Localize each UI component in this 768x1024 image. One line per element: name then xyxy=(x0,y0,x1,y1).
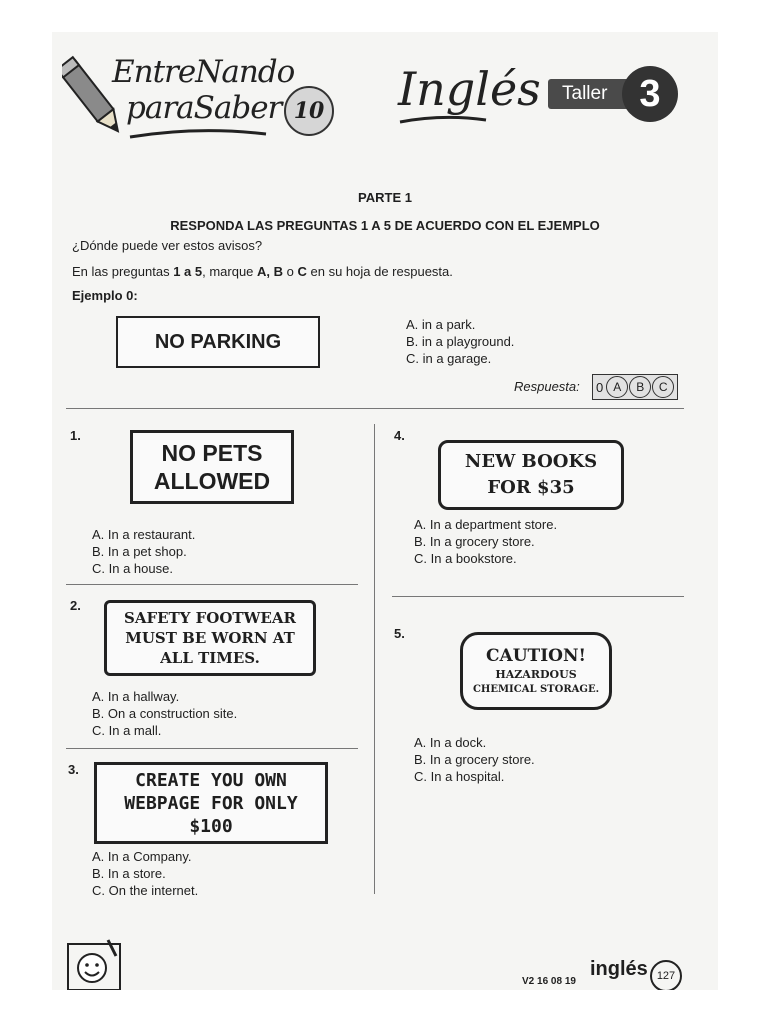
question-4-number: 4. xyxy=(394,428,405,443)
question-3-options xyxy=(92,848,198,899)
subject-underline-icon xyxy=(398,114,488,126)
instructions-question: ¿Dónde puede ver estos avisos? xyxy=(72,238,263,253)
question-3-sign-line1: CREATE YOU OWN xyxy=(135,769,287,791)
answer-bubble-b: B xyxy=(629,376,651,398)
question-2-sign-line1: SAFETY FOOTWEAR xyxy=(124,609,296,627)
logo-title-line1: EntreNando xyxy=(112,54,295,90)
question-5-option-b: B. In a grocery store. xyxy=(414,752,535,767)
question-4-options xyxy=(414,516,557,567)
question-3-sign xyxy=(94,762,328,844)
question-3-option-a: A. In a Company. xyxy=(92,849,192,864)
logo-number-badge: 10 xyxy=(284,86,334,136)
question-3-sign-line2: WEBPAGE FOR ONLY xyxy=(124,792,298,814)
question-3-option-c: C. On the internet. xyxy=(92,883,199,898)
example-option-c: C. in a garage. xyxy=(406,351,492,366)
question-4-sign-line2: FOR $35 xyxy=(487,477,575,498)
question-2-options xyxy=(92,688,237,739)
question-5-sign-line3: CHEMICAL STORAGE. xyxy=(472,684,600,695)
part-heading: PARTE 1 xyxy=(358,190,412,205)
question-1-number: 1. xyxy=(70,428,81,443)
mascot-icon xyxy=(66,936,126,990)
subject-title: Inglés xyxy=(398,62,541,116)
question-5-options xyxy=(414,734,535,785)
example-option-b: B. in a playground. xyxy=(406,334,515,349)
taller-number: 3 xyxy=(622,66,678,122)
example-label: Ejemplo 0: xyxy=(72,288,138,303)
example-option-a: A. in a park. xyxy=(406,317,476,332)
column-divider xyxy=(374,424,375,894)
question-1-option-c: C. In a house. xyxy=(92,561,173,576)
question-2-sign-line2: MUST BE WORN AT xyxy=(125,629,295,647)
answer-box xyxy=(592,374,678,400)
logo-underline-icon xyxy=(128,128,268,140)
question-2-option-c: C. In a mall. xyxy=(92,723,162,738)
taller-label: Taller xyxy=(548,79,648,109)
example-divider xyxy=(66,408,684,409)
question-5-number: 5. xyxy=(394,626,405,641)
question-2-sign-line3: ALL TIMES. xyxy=(160,649,260,667)
question-1-option-a: A. In a restaurant. xyxy=(92,527,196,542)
divider-q4-q5 xyxy=(392,596,684,597)
question-2-number: 2. xyxy=(70,598,81,613)
example-sign: NO PARKING xyxy=(116,316,320,368)
question-4-option-b: B. In a grocery store. xyxy=(414,534,535,549)
question-4-sign-line1: NEW BOOKS xyxy=(464,451,598,472)
question-2-sign xyxy=(104,600,316,676)
divider-q2-q3 xyxy=(66,748,358,749)
question-5-option-a: A. In a dock. xyxy=(414,735,487,750)
question-1-sign xyxy=(130,430,294,504)
question-3-number: 3. xyxy=(68,762,79,777)
answer-bubble-c: C xyxy=(652,376,674,398)
answer-label: Respuesta: xyxy=(514,379,580,394)
footer-subject: inglés xyxy=(590,958,648,980)
question-1-sign-line2: ALLOWED xyxy=(153,468,271,494)
question-3-sign-line3: $100 xyxy=(189,815,233,837)
footer-code: V2 16 08 19 xyxy=(522,976,576,987)
question-1-option-b: B. In a pet shop. xyxy=(92,544,187,559)
question-4-option-c: C. In a bookstore. xyxy=(414,551,517,566)
question-4-sign xyxy=(438,440,624,510)
divider-q1-q2 xyxy=(66,584,358,585)
example-options xyxy=(406,316,514,367)
question-5-sign xyxy=(460,632,612,710)
question-4-option-a: A. In a department store. xyxy=(414,517,558,532)
question-5-option-c: C. In a hospital. xyxy=(414,769,505,784)
question-5-sign-line2: HAZARDOUS xyxy=(495,668,577,681)
instructions-mark: En las preguntas 1 a 5, marque A, B o C en su hoja de respuesta. xyxy=(72,264,453,279)
question-5-sign-line1: CAUTION! xyxy=(486,646,586,666)
logo-title-line2: paraSaber xyxy=(126,90,282,126)
answer-bubble-a: A xyxy=(606,376,628,398)
question-2-option-a: A. In a hallway. xyxy=(92,689,180,704)
question-2-option-b: B. On a construction site. xyxy=(92,706,238,721)
question-3-option-b: B. In a store. xyxy=(92,866,166,881)
answer-number: 0 xyxy=(596,379,604,395)
question-1-sign-line1: NO PETS xyxy=(161,440,263,466)
page-number: 127 xyxy=(650,960,682,990)
instructions-title: RESPONDA LAS PREGUNTAS 1 A 5 DE ACUERDO CON EL EJEMPLO xyxy=(170,218,600,233)
worksheet-page xyxy=(52,32,718,990)
question-1-options xyxy=(92,526,195,577)
